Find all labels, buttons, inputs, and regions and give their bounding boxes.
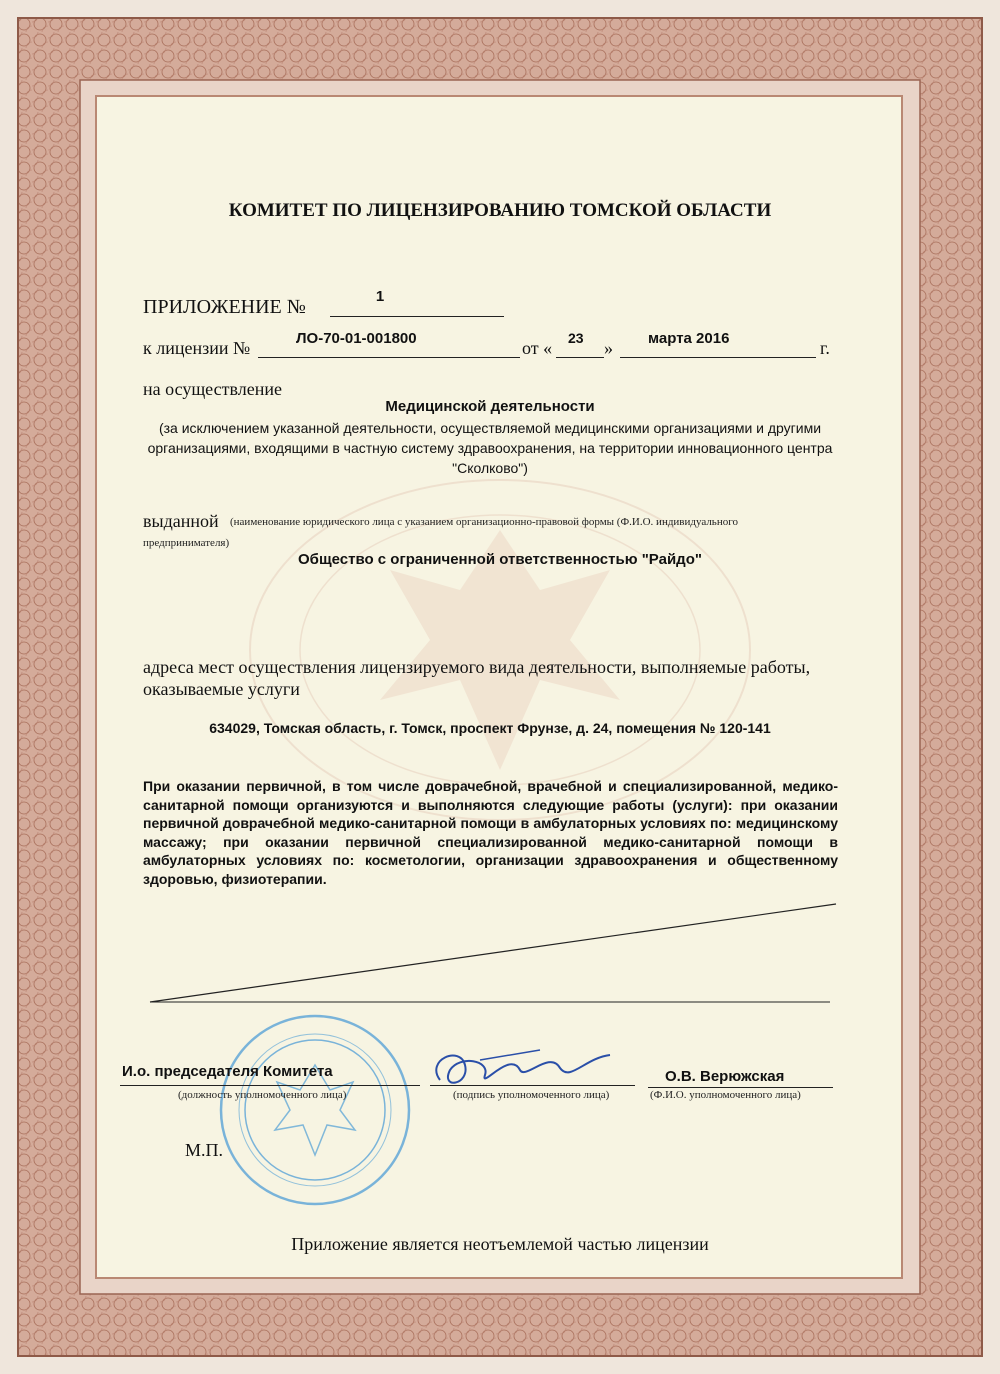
license-day-close: » — [604, 338, 613, 358]
license-day-line — [556, 357, 604, 358]
organization-name: Общество с ограниченной ответственностью "Райдо" — [298, 551, 702, 568]
activity-title: Медицинской деятельности — [385, 398, 595, 415]
position-line — [120, 1085, 420, 1086]
services-text: При оказании первичной, в том числе доврачебной, врачебной и специализированной, медико-санитарной помощи организуются и выполняются следующие работы (услуги): при оказании первичной доврачебной медико-санитарной помощи в амбулаторных условиях по: медицинскому массажу; при оказании первичной специализированной медико-санитарной помощи в амбулаторных условиях по: косметологии, организации здравоохранения и общественному здоровью, физиотерапии. — [143, 778, 838, 887]
license-number-line — [258, 357, 520, 358]
name-hint: (Ф.И.О. уполномоченного лица) — [650, 1089, 801, 1101]
signature-hint: (подпись уполномоченного лица) — [453, 1089, 610, 1101]
issued-hint-line1: (наименование юридического лица с указанием организационно-правовой формы (Ф.И.О. индивидуального — [230, 516, 738, 528]
stamp-place: М.П. — [185, 1140, 224, 1160]
license-from-label: от « — [522, 338, 553, 358]
signer-position: И.о. председателя Комитета — [122, 1063, 333, 1080]
addresses-label: адреса мест осуществления лицензируемого вида деятельности, выполняемые работы, оказываемые услуги — [143, 657, 811, 699]
issuer-title: КОМИТЕТ ПО ЛИЦЕНЗИРОВАНИЮ ТОМСКОЙ ОБЛАСТИ — [228, 200, 772, 221]
license-month-year: марта 2016 — [648, 330, 730, 347]
appendix-number-line — [330, 316, 504, 317]
appendix-number: 1 — [375, 288, 385, 305]
position-hint: (должность уполномоченного лица) — [178, 1089, 347, 1101]
issued-label: выданной — [143, 511, 219, 531]
signature-line — [430, 1085, 635, 1086]
name-line — [648, 1087, 833, 1088]
activity-description: (за исключением указанной деятельности, осуществляемой медицинскими организациями и другими организациями, входящими в частную систему здравоохранения, на территории инновационного центра "Сколково") — [147, 420, 833, 476]
license-number: ЛО-70-01-001800 — [296, 330, 417, 347]
footer-note: Приложение является неотъемлемой частью лицензии — [291, 1234, 709, 1254]
issued-hint-line2: предпринимателя) — [143, 537, 230, 549]
license-prefix: к лицензии № — [143, 338, 251, 358]
void-diagonal — [140, 900, 840, 1010]
license-date-line — [620, 357, 816, 358]
appendix-label: ПРИЛОЖЕНИЕ № — [143, 296, 306, 318]
official-stamp — [215, 1010, 415, 1210]
license-day: 23 — [568, 330, 584, 346]
license-year-suffix: г. — [820, 338, 830, 358]
activity-label: на осуществление — [143, 379, 282, 399]
address: 634029, Томская область, г. Томск, проспект Фрунзе, д. 24, помещения № 120-141 — [209, 720, 771, 736]
signer-name: О.В. Верюжская — [665, 1068, 785, 1085]
